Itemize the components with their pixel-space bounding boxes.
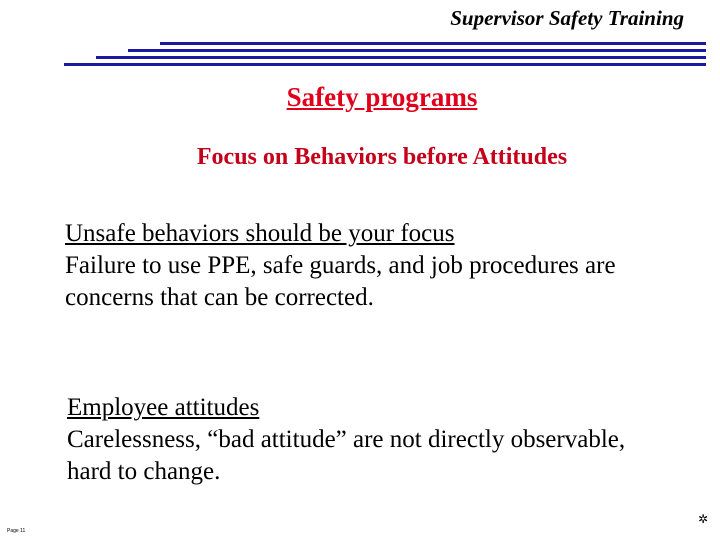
header-rule-2: [128, 49, 706, 52]
header-rule-3: [96, 56, 706, 59]
block-heading: Employee attitudes: [67, 394, 260, 421]
slide-title: Safety programs: [286, 82, 478, 112]
block-body-line: Failure to use PPE, safe guards, and job procedures are: [65, 252, 616, 279]
block-body-line: concerns that can be corrected.: [65, 284, 374, 311]
header-title: Supervisor Safety Training: [450, 6, 684, 30]
block-heading: Unsafe behaviors should be your focus: [65, 220, 455, 247]
block-body-line: Carelessness, “bad attitude” are not directly observable,: [67, 426, 626, 453]
header-rule-1: [160, 42, 706, 45]
slide-subtitle: Focus on Behaviors before Attitudes: [196, 144, 568, 170]
content-block-attitudes: [67, 392, 625, 488]
block-body-line: hard to change.: [67, 458, 221, 485]
star-bullet-icon: ✲: [697, 512, 708, 526]
header-rule-4: [64, 63, 706, 66]
footer-page-label: Page 11: [7, 528, 26, 534]
content-block-behaviors: [65, 218, 616, 314]
